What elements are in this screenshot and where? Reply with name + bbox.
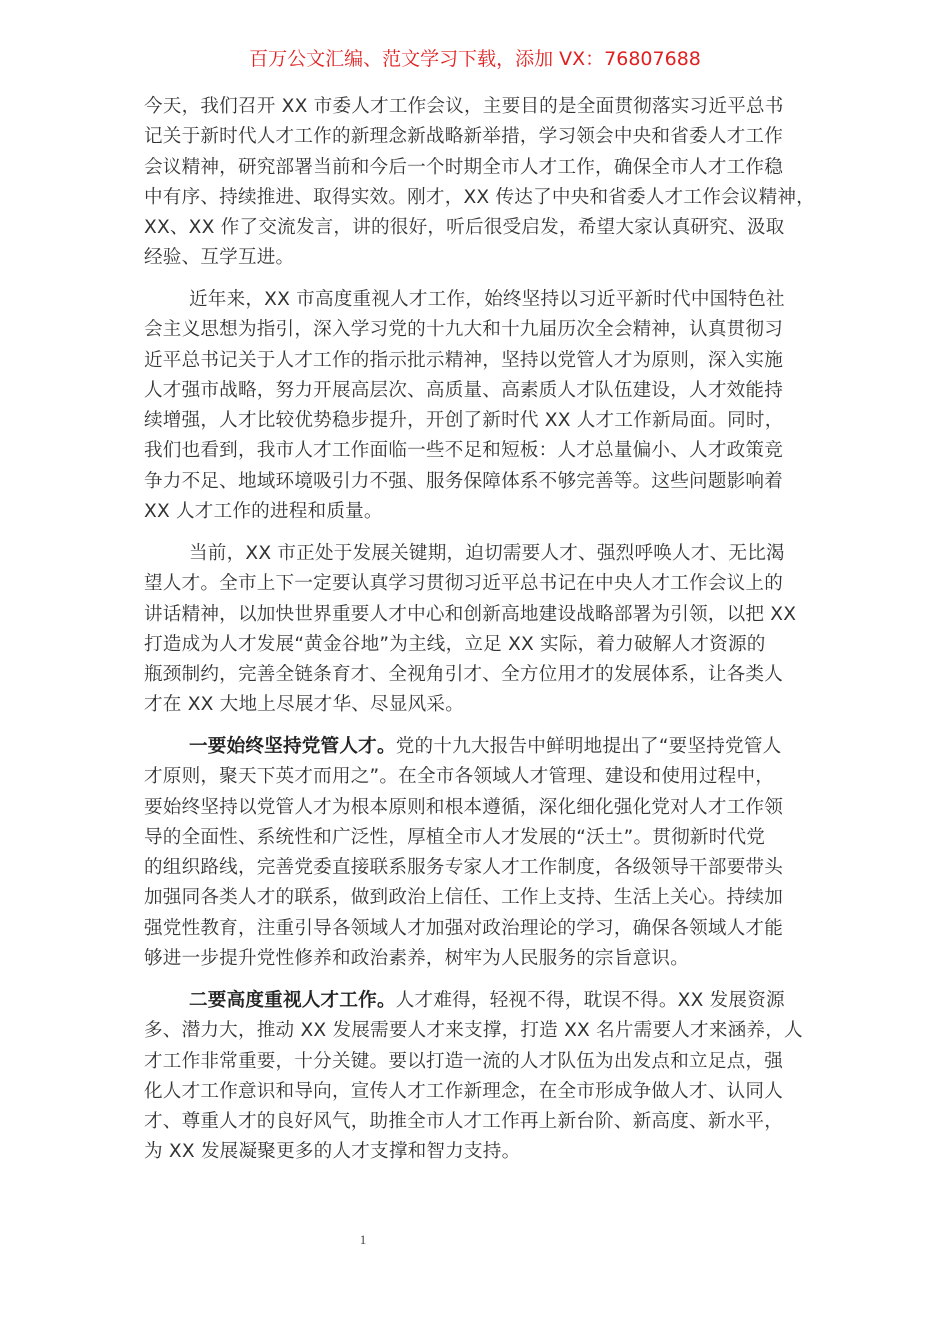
page-number: 1 <box>359 1232 367 1247</box>
text-line <box>144 92 824 122</box>
text-line <box>144 762 824 792</box>
line-text: 化人才工作意识和导向，宣传人才工作新理念，在全市形成争做人才、认同人 <box>144 1080 783 1102</box>
line-text: 人才难得，轻视不得，耽误不得。XX 发展资源 <box>395 990 785 1011</box>
text-line <box>144 600 824 630</box>
line-text: 才原则，聚天下英才而用之”。在全市各领域人才管理、建设和使用过程中， <box>144 766 775 788</box>
text-line <box>144 376 824 406</box>
paragraph <box>144 732 824 974</box>
text-line <box>144 122 824 152</box>
text-line <box>144 732 824 762</box>
line-text: 望人才。全市上下一定要认真学习贯彻习近平总书记在中央人才工作会议上的 <box>144 573 783 595</box>
text-line <box>144 1107 824 1137</box>
line-text: 人才强市战略，努力开展高层次、高质量、高素质人才队伍建设，人才效能持 <box>144 379 783 401</box>
line-text: 多、潜力大，推动 XX 发展需要人才来支撑，打造 XX 名片需要人才来涵养，人 <box>144 1020 803 1042</box>
line-text: 加强同各类人才的联系，做到政治上信任、工作上支持、生活上关心。持续加 <box>144 887 783 909</box>
text-line <box>144 823 824 853</box>
text-line <box>144 243 824 273</box>
text-line <box>144 406 824 436</box>
text-line <box>144 285 824 315</box>
text-line <box>144 914 824 944</box>
text-line <box>144 1047 824 1077</box>
line-text: 才、尊重人才的良好风气，助推全市人才工作再上新台阶、新高度、新水平， <box>144 1111 783 1133</box>
text-line <box>144 436 824 466</box>
line-text: 近年来，XX 市高度重视人才工作，始终坚持以习近平新时代中国特色社 <box>189 289 785 310</box>
line-text: 争力不足、地域环境吸引力不强、服务保障体系不够完善等。这些问题影响着 <box>144 470 783 492</box>
text-line <box>144 1137 824 1167</box>
line-text: 才工作非常重要，十分关键。要以打造一流的人才队伍为出发点和立足点，强 <box>144 1050 783 1072</box>
text-line <box>144 853 824 883</box>
text-line <box>144 539 824 569</box>
line-text: 近平总书记关于人才工作的指示批示精神，坚持以党管人才为原则，深入实施 <box>144 349 783 371</box>
line-text: XX、XX 作了交流发言，讲的很好，听后很受启发，希望大家认真研究、汲取 <box>144 217 785 239</box>
text-line <box>144 944 824 974</box>
text-line <box>144 183 824 213</box>
paragraph <box>144 539 824 721</box>
text-line <box>144 1016 824 1046</box>
text-line <box>144 660 824 690</box>
line-text: XX 人才工作的进程和质量。 <box>144 501 383 523</box>
text-line <box>144 690 824 720</box>
line-text: 才在 XX 大地上尽展才华、尽显风采。 <box>144 694 465 716</box>
line-text: 党的十九大报告中鲜明地提出了“要坚持党管人 <box>395 736 782 757</box>
text-line <box>144 883 824 913</box>
line-text: 讲话精神，以加快世界重要人才中心和创新高地建设战略部署为引领，以把 XX <box>144 603 797 625</box>
line-text: 导的全面性、系统性和广泛性，厚植全市人才发展的“沃土”。贯彻新时代党 <box>144 826 766 848</box>
line-text: 今天，我们召开 XX 市委人才工作会议，主要目的是全面贯彻落实习近平总书 <box>144 96 784 117</box>
line-text: 强党性教育，注重引导各领域人才加强对政治理论的学习，确保各领域人才能 <box>144 917 783 939</box>
paragraph-lead-heading: 一要始终坚持党管人才。 <box>189 736 396 757</box>
paragraph <box>144 92 824 274</box>
text-line <box>144 986 824 1016</box>
line-text: 的组织路线，完善党委直接联系服务专家人才工作制度，各级领导干部要带头 <box>144 857 783 879</box>
line-text: 中有序、持续推进、取得实效。刚才，XX 传达了中央和省委人才工作会议精神， <box>144 186 815 208</box>
line-text: 会主义思想为指引，深入学习党的十九大和十九届历次全会精神，认真贯彻习 <box>144 319 783 341</box>
text-line <box>144 346 824 376</box>
text-line <box>144 213 824 243</box>
line-text: 经验、互学互进。 <box>144 247 295 269</box>
line-text: 续增强，人才比较优势稳步提升，开创了新时代 XX 人才工作新局面。同时， <box>144 410 784 432</box>
line-text: 我们也看到，我市人才工作面临一些不足和短板：人才总量偏小、人才政策竞 <box>144 440 783 462</box>
text-line <box>144 467 824 497</box>
text-line <box>144 793 824 823</box>
line-text: 瓶颈制约，完善全链条育才、全视角引才、全方位用才的发展体系，让各类人 <box>144 664 783 686</box>
text-line <box>144 569 824 599</box>
paragraph-lead-heading: 二要高度重视人才工作。 <box>189 990 396 1011</box>
line-text: 够进一步提升党性修养和政治素养，树牢为人民服务的宗旨意识。 <box>144 948 690 970</box>
paragraph <box>144 986 824 1168</box>
line-text: 记关于新时代人才工作的新理念新战略新举措，学习领会中央和省委人才工作 <box>144 126 783 148</box>
text-line <box>144 1077 824 1107</box>
line-text: 要始终坚持以党管人才为根本原则和根本遵循，深化细化强化党对人才工作领 <box>144 796 783 818</box>
line-text: 当前，XX 市正处于发展关键期，迫切需要人才、强烈呼唤人才、无比渴 <box>189 543 785 564</box>
text-line <box>144 630 824 660</box>
text-line <box>144 497 824 527</box>
line-text: 会议精神，研究部署当前和今后一个时期全市人才工作，确保全市人才工作稳 <box>144 156 783 178</box>
paragraph <box>144 285 824 527</box>
text-line <box>144 315 824 345</box>
watermark-header: 百万公文汇编、范文学习下载，添加 VX：76807688 <box>249 48 701 70</box>
line-text: 打造成为人才发展“黄金谷地”为主线，立足 XX 实际，着力破解人才资源的 <box>144 633 766 655</box>
text-line <box>144 153 824 183</box>
line-text: 为 XX 发展凝聚更多的人才支撑和智力支持。 <box>144 1141 521 1163</box>
